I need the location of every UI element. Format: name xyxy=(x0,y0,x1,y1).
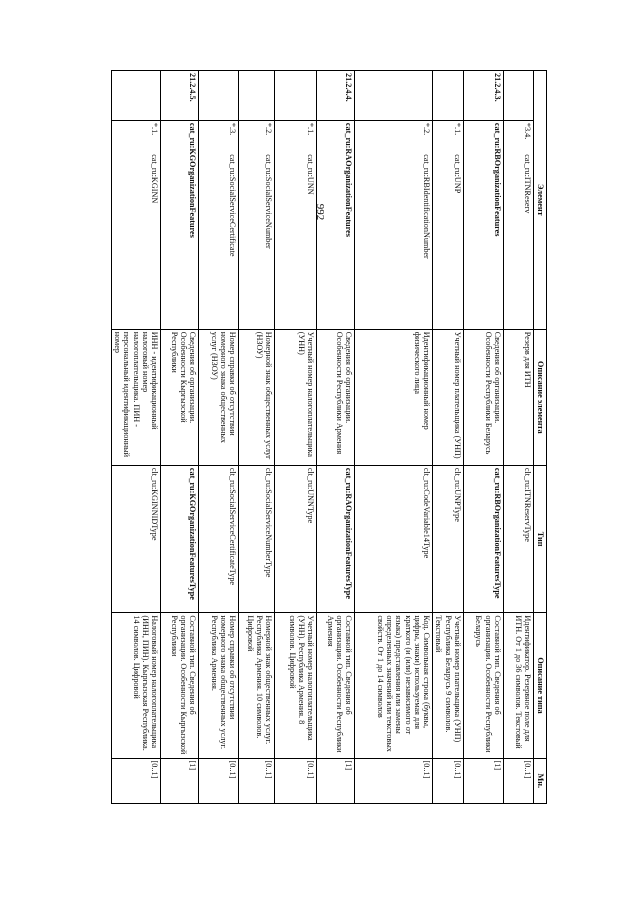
cell-number xyxy=(275,71,317,121)
cell-element-desc: Идентификационный номер физического лица xyxy=(355,329,433,465)
cell-element-desc: Учетный номер налогоплательщика (УНН) xyxy=(275,329,317,465)
cell-multiplicity: [0..1] xyxy=(239,758,275,803)
cell-element-desc: Резерв для ИТН xyxy=(504,329,534,465)
table-container xyxy=(93,70,547,804)
table-row xyxy=(355,71,433,804)
cell-type-desc: Составной тип. Сведения об организации. Особенности Республики Беларусь xyxy=(464,613,504,758)
cell-type-desc: Учетный номер плательщика (УНП) Республика Беларусь 9 символов. Текстовый xyxy=(433,613,464,758)
cell-multiplicity: [1] xyxy=(317,758,355,803)
cell-multiplicity: [0..1] xyxy=(504,758,534,803)
cell-element-desc: Номер справки об отсутствии номерного знака общественных услуг (НЗОУ) xyxy=(199,329,239,465)
cell-element-name: cat_ru:UNP xyxy=(433,152,464,329)
cell-element-desc: Номерной знак общественных услуг (НЗОУ) xyxy=(239,329,275,465)
cell-element-desc: Сведения об организации. Особенности Республики Беларусь xyxy=(464,329,504,465)
cell-element-name: cat_ru:RBOrganizationFeatures xyxy=(464,120,504,329)
cell-number: 21.2.4.3. xyxy=(464,71,504,121)
table-body xyxy=(111,71,533,804)
table-row xyxy=(317,71,355,804)
cell-number xyxy=(504,71,534,121)
cell-element-name: cat_ru:SocialServiceCertificate xyxy=(199,152,239,329)
table-row xyxy=(275,71,317,804)
table-row xyxy=(161,71,199,804)
cell-sub-number: *.1. xyxy=(111,120,160,152)
header-element: Элемент xyxy=(534,71,547,330)
cell-element-desc: ИНН - идентификационный налоговый номер налогоплательщика. ПИН - персональный идентификационный номер xyxy=(111,329,160,465)
elements-table xyxy=(111,70,547,804)
header-mn: Мн. xyxy=(534,758,547,803)
cell-element-name: cat_ru:KGOrganizationFeatures xyxy=(161,120,199,329)
cell-type-desc: Номерной знак общественных услуг. Республика Армения. 10 символов. Цифровой xyxy=(239,613,275,758)
cell-number xyxy=(355,71,433,121)
header-type: Тип xyxy=(534,465,547,613)
table-row xyxy=(239,71,275,804)
cell-multiplicity: [1] xyxy=(161,758,199,803)
cell-type-desc: Составной тип. Сведения об организации. Особенности Кыргызской Республики xyxy=(161,613,199,758)
cell-type-desc: Код. Символьная строка (буквы, цифры, знаки) используемая для краткого (и (или) независимого от языка) представления или замены определенных значений или текстовых свойств. От 1 до 14 символов xyxy=(355,613,433,758)
cell-type-desc: Идентификатор. Резервное поле для ИТН. От 1 до 36 символов. Текстовый xyxy=(504,613,534,758)
cell-number xyxy=(199,71,239,121)
table-row xyxy=(111,71,160,804)
cell-sub-number: *.1. xyxy=(275,120,317,152)
cell-type: cat_ru:RAOrganizationFeaturesType xyxy=(317,465,355,613)
table-row xyxy=(464,71,504,804)
cell-type: clt_ru:SocialServiceCertificateType xyxy=(199,465,239,613)
table-header-row xyxy=(534,71,547,804)
cell-type: clt_ru:KGINNIDType xyxy=(111,465,160,613)
cell-sub-number: *.3. xyxy=(199,120,239,152)
cell-element-name: cat_ru:UNN xyxy=(275,152,317,329)
header-element-desc: Описание элемента xyxy=(534,329,547,465)
cell-type: cat_ru:KGOrganizationFeaturesType xyxy=(161,465,199,613)
cell-element-name: cat_ru:SocialServiceNumber xyxy=(239,152,275,329)
cell-element-desc: Сведения об организации. Особенности Республики Армения xyxy=(317,329,355,465)
table-row xyxy=(504,71,534,804)
cell-sub-number: *3.4. xyxy=(504,120,534,152)
cell-type: clt_ru:UNPType xyxy=(433,465,464,613)
cell-type: clt_ru:UNNType xyxy=(275,465,317,613)
header-type-desc: Описание типа xyxy=(534,613,547,758)
cell-element-name: cat_ru:KGINN xyxy=(111,152,160,329)
cell-number xyxy=(239,71,275,121)
cell-sub-number: *.2. xyxy=(239,120,275,152)
cell-element-desc: Учетный номер плательщика (УНП) xyxy=(433,329,464,465)
cell-element-name: cat_ru:RBIdentificationNumber xyxy=(355,152,433,329)
cell-number xyxy=(433,71,464,121)
cell-sub-number: *.2. xyxy=(355,120,433,152)
cell-type-desc: Учетный номер налогоплательщика (УНН). Республика Армения. 8 символов. Цифровой xyxy=(275,613,317,758)
cell-type: cat_ru:RBOrganizationFeaturesType xyxy=(464,465,504,613)
cell-number xyxy=(111,71,160,121)
cell-multiplicity: [0..1] xyxy=(199,758,239,803)
cell-multiplicity: [1] xyxy=(464,758,504,803)
cell-element-desc: Сведения об организации. Особенности Кыргызской Республики xyxy=(161,329,199,465)
cell-type-desc: Налоговый номер налогоплательщика (ИНН, ПИН). Кыргызская Республика. 14 символов. Цифровой xyxy=(111,613,160,758)
cell-multiplicity: [0..1] xyxy=(111,758,160,803)
cell-sub-number: *.1. xyxy=(433,120,464,152)
cell-multiplicity: [0..1] xyxy=(275,758,317,803)
cell-type: clt_ru:CodeVariable14Type xyxy=(355,465,433,613)
cell-type-desc: Номер справки об отсутствии номерного знака общественных услуг. Республика Армения. xyxy=(199,613,239,758)
cell-type: clt_ru:SocialServiceNumberType xyxy=(239,465,275,613)
page-number: 992 xyxy=(314,203,326,221)
cell-multiplicity: [0..1] xyxy=(433,758,464,803)
cell-type-desc: Составной тип. Сведения об организации. Особенности Республики Армения xyxy=(317,613,355,758)
cell-type: clt_ru:ITNReservType xyxy=(504,465,534,613)
table-row xyxy=(199,71,239,804)
cell-element-name: cat_ru:ITNReserv xyxy=(504,152,534,329)
cell-number: 21.2.4.4. xyxy=(317,71,355,121)
cell-multiplicity: [0..1] xyxy=(355,758,433,803)
cell-number: 21.2.4.5. xyxy=(161,71,199,121)
cell-element-name: cat_ru:RAOrganizationFeatures xyxy=(317,120,355,329)
table-row xyxy=(433,71,464,804)
